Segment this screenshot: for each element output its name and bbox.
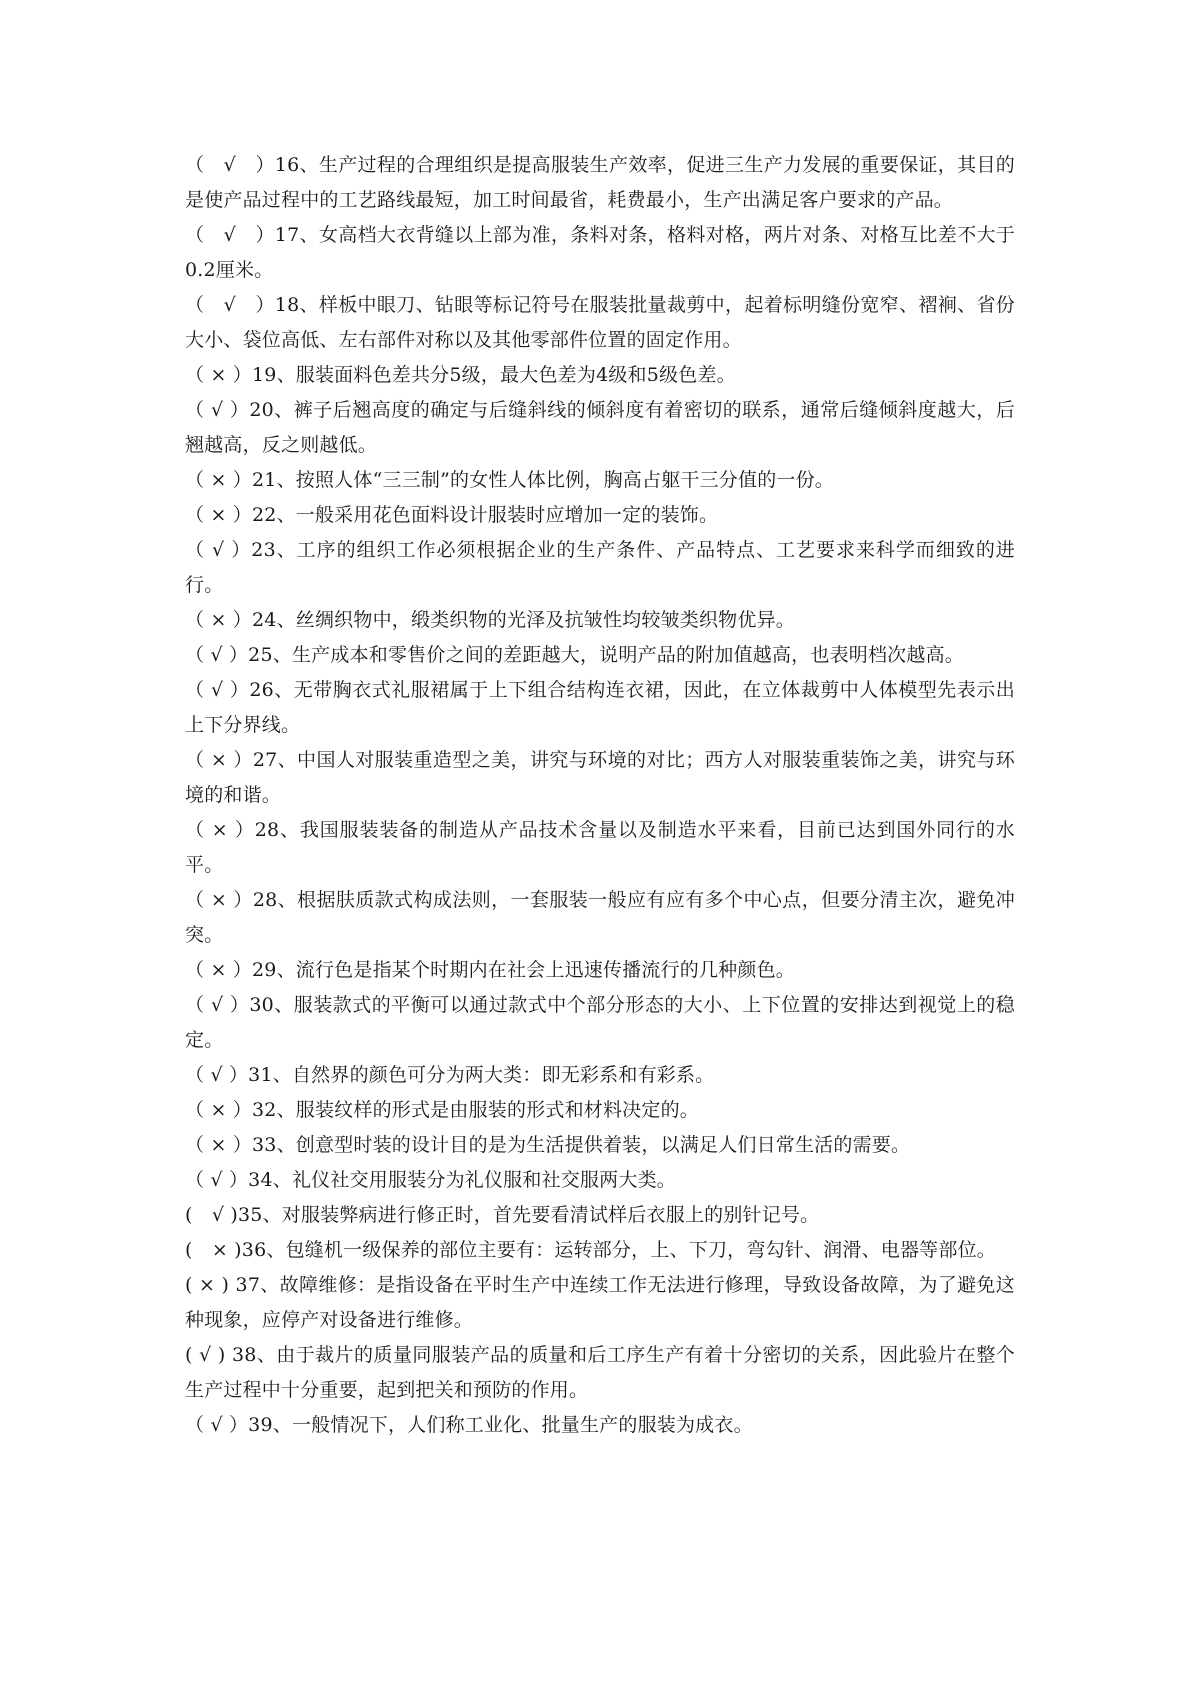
question-item: （ × ）21、按照人体“三三制”的女性人体比例，胸高占躯干三分值的一份。 (185, 469, 835, 491)
question-item: （ √ ）34、礼仪社交用服装分为礼仪服和社交服两大类。 (185, 1169, 676, 1191)
question-item: （ √ ）16、生产过程的合理组织是提高服装生产效率，促进三生产力发展的重要保证，其目的是使产品过程中的工艺路线最短，加工时间最省，耗费最小，生产出满足客户要求的产品。 (185, 154, 1015, 211)
question-item: （ × ）29、流行色是指某个时期内在社会上迅速传播流行的几种颜色。 (185, 959, 795, 981)
question-item: ( × ) 37、故障维修：是指设备在平时生产中连续工作无法进行修理，导致设备故障，为了避免这种现象，应停产对设备进行维修。 (185, 1274, 1015, 1331)
question-item: （ × ）28、我国服装装备的制造从产品技术含量以及制造水平来看，目前已达到国外同行的水平。 (185, 819, 1015, 876)
question-item: （ × ）19、服装面料色差共分5级，最大色差为4级和5级色差。 (185, 364, 736, 386)
question-item: （ × ）32、服装纹样的形式是由服装的形式和材料决定的。 (185, 1099, 699, 1121)
question-item: ( √ ) 38、由于裁片的质量同服装产品的质量和后工序生产有着十分密切的关系，因此验片在整个生产过程中十分重要，起到把关和预防的作用。 (185, 1344, 1015, 1401)
question-list (185, 148, 1015, 1443)
question-item: ( √ )35、对服装弊病进行修正时，首先要看清试样后衣服上的别针记号。 (185, 1204, 820, 1226)
question-item: （ × ）24、丝绸织物中，缎类织物的光泽及抗皱性均较皱类织物优异。 (185, 609, 795, 631)
question-item: （ √ ）25、生产成本和零售价之间的差距越大，说明产品的附加值越高，也表明档次越高。 (185, 644, 964, 666)
question-item: （ × ）33、创意型时装的设计目的是为生活提供着装，以满足人们日常生活的需要。 (185, 1134, 911, 1156)
question-item: （ √ ）26、无带胸衣式礼服裙属于上下组合结构连衣裙，因此，在立体裁剪中人体模型先表示出上下分界线。 (185, 679, 1015, 736)
question-item: （ √ ）39、一般情况下，人们称工业化、批量生产的服装为成衣。 (185, 1414, 753, 1436)
question-item: （ × ）27、中国人对服装重造型之美，讲究与环境的对比；西方人对服装重装饰之美，讲究与环境的和谐。 (185, 749, 1015, 806)
question-item: （ √ ）31、自然界的颜色可分为两大类：即无彩系和有彩系。 (185, 1064, 715, 1086)
question-item: （ √ ）18、样板中眼刀、钻眼等标记符号在服装批量裁剪中，起着标明缝份宽窄、褶裥、省份大小、袋位高低、左右部件对称以及其他零部件位置的固定作用。 (185, 294, 1015, 351)
question-item: （ √ ）30、服装款式的平衡可以通过款式中个部分形态的大小、上下位置的安排达到视觉上的稳定。 (185, 994, 1015, 1051)
question-item: （ √ ）23、工序的组织工作必须根据企业的生产条件、产品特点、工艺要求来科学而细致的进行。 (185, 539, 1015, 596)
question-item: （ × ）28、根据肤质款式构成法则，一套服装一般应有应有多个中心点，但要分清主次，避免冲突。 (185, 889, 1015, 946)
question-item: （ √ ）20、裤子后翘高度的确定与后缝斜线的倾斜度有着密切的联系，通常后缝倾斜度越大，后翘越高，反之则越低。 (185, 399, 1015, 456)
question-item: ( × )36、包缝机一级保养的部位主要有：运转部分，上、下刀，弯勾针、润滑、电器等部位。 (185, 1239, 996, 1261)
question-item: （ √ ）17、女高档大衣背缝以上部为准，条料对条，格料对格，两片对条、对格互比差不大于0.2厘米。 (185, 224, 1015, 281)
question-item: （ × ）22、一般采用花色面料设计服装时应增加一定的装饰。 (185, 504, 719, 526)
